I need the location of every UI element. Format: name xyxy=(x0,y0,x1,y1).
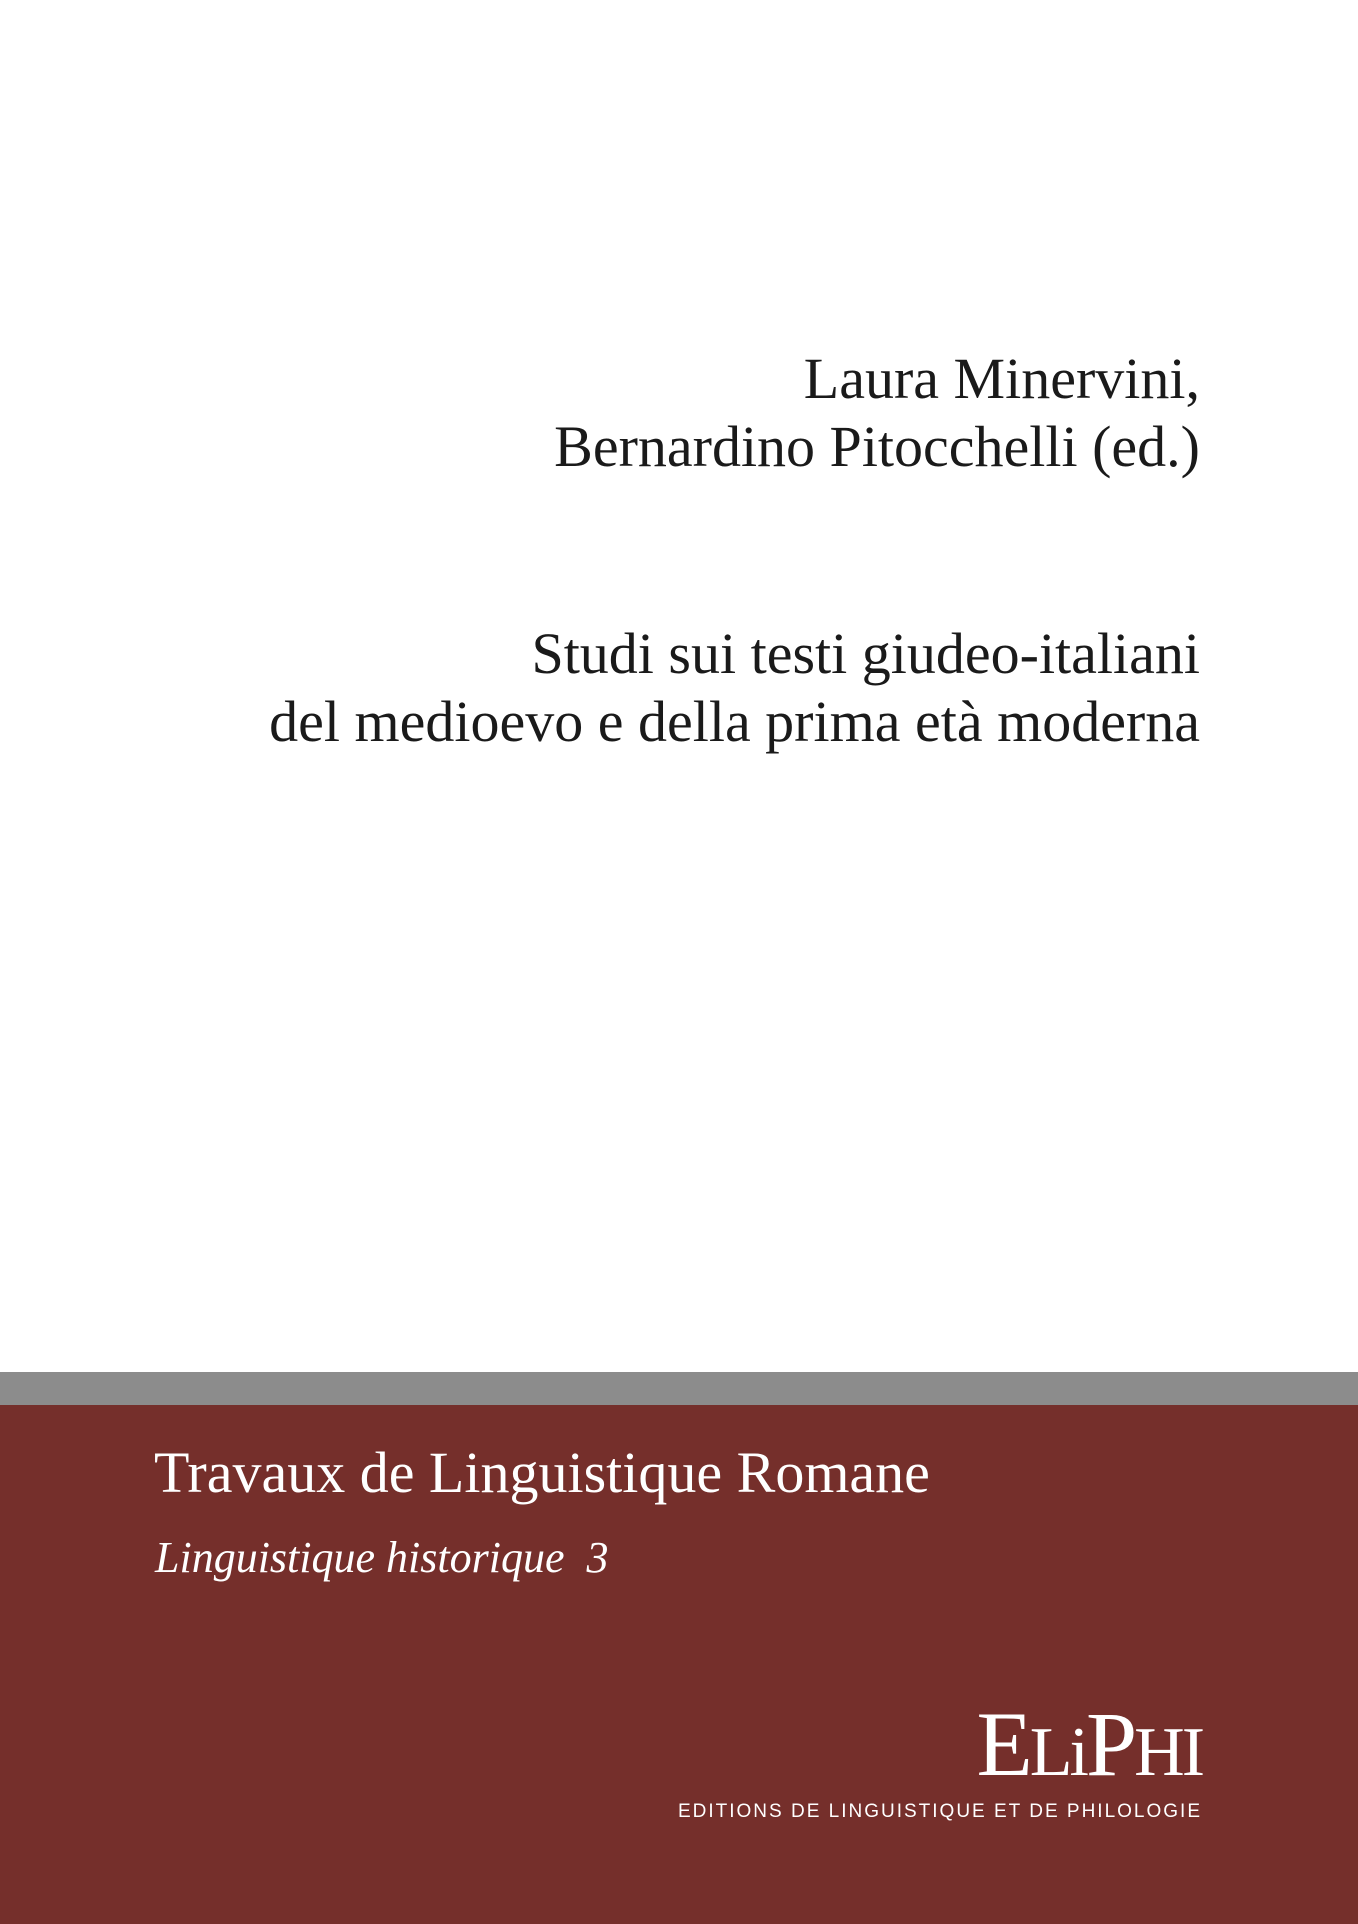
publisher-logo xyxy=(677,1693,1202,1825)
series-number: 3 xyxy=(586,1533,609,1582)
title-line-1: Studi sui testi giudeo-italiani xyxy=(531,621,1200,686)
publisher-logo-wordmark: ELiPHI xyxy=(976,1693,1202,1795)
grey-divider-strip xyxy=(0,1372,1358,1405)
series-name: Travaux de Linguistique Romane xyxy=(154,1440,930,1505)
publisher-tagline: EDITIONS DE LINGUISTIQUE ET DE PHILOLOGIE xyxy=(677,1801,1202,1822)
book-title xyxy=(269,620,1200,756)
author-line-2: Bernardino Pitocchelli (ed.) xyxy=(554,414,1200,479)
authors-block xyxy=(554,345,1200,481)
subseries-name: Linguistique historique xyxy=(155,1533,565,1582)
author-line-1: Laura Minervini, xyxy=(803,346,1200,411)
subseries xyxy=(155,1530,608,1586)
title-line-2: del medioevo e della prima età moderna xyxy=(269,689,1200,754)
